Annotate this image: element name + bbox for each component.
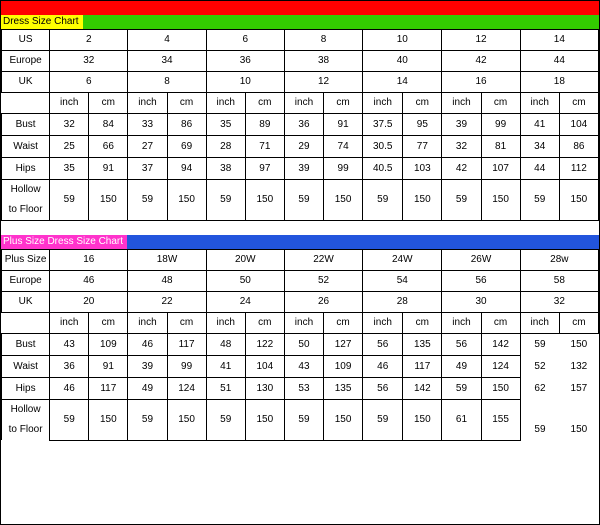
size-cell: 22 <box>128 292 206 313</box>
measure-cell: 59 <box>363 400 403 441</box>
measure-cell: 59 <box>520 180 559 221</box>
measure-cell: 135 <box>403 334 442 356</box>
plus-size-chart-table <box>1 249 599 441</box>
measure-cell: 104 <box>245 356 284 378</box>
unit-inch: inch <box>128 93 167 114</box>
measure-cell: 150 <box>559 180 598 221</box>
measure-cell: 56 <box>363 378 403 400</box>
measure-row-label-cont: to Floor <box>2 420 50 440</box>
measure-cell: 107 <box>481 158 520 180</box>
measure-cell: 103 <box>403 158 442 180</box>
measure-cell: 150 <box>403 180 442 221</box>
measure-cell: 132 <box>570 360 588 372</box>
size-row-label: UK <box>2 292 50 313</box>
measure-cell: 109 <box>89 334 128 356</box>
size-row-label: Plus Size <box>2 250 50 271</box>
measure-cell: 150 <box>481 378 520 400</box>
unit-cm: cm <box>245 313 284 334</box>
size-cell: 44 <box>520 51 598 72</box>
unit-inch: inch <box>363 93 403 114</box>
unit-inch: inch <box>206 93 245 114</box>
measure-cell: 74 <box>324 136 363 158</box>
size-cell: 38 <box>284 51 362 72</box>
measure-row-label: Hollow <box>2 180 50 201</box>
measure-cell: 91 <box>89 158 128 180</box>
table-row <box>2 114 599 136</box>
measure-cell: 41 <box>206 356 245 378</box>
measure-cell: 150 <box>167 400 206 441</box>
size-cell: 12 <box>442 30 520 51</box>
measure-cell: 30.5 <box>363 136 403 158</box>
size-cell: 20 <box>50 292 128 313</box>
dress-size-chart-title: Dress Size Chart <box>1 15 83 29</box>
measure-cell: 42 <box>442 158 481 180</box>
measure-cell: 39 <box>284 158 323 180</box>
measure-row-label: Hollow <box>2 400 50 421</box>
size-cell: 42 <box>442 51 520 72</box>
measure-cell: 56 <box>442 334 481 356</box>
measure-cell: 150 <box>570 338 588 350</box>
size-cell: 14 <box>363 72 442 93</box>
measure-cell: 50 <box>284 334 323 356</box>
size-cell: 58 <box>520 271 598 292</box>
measure-cell: 150 <box>245 400 284 441</box>
measure-cell: 117 <box>167 334 206 356</box>
measure-cell: 59 <box>206 400 245 441</box>
measure-cell: 40.5 <box>363 158 403 180</box>
measure-cell: 35 <box>206 114 245 136</box>
measure-cell: 56 <box>363 334 403 356</box>
unit-cm: cm <box>559 313 598 334</box>
plus-size-chart-title: Plus Size Dress Size Chart <box>1 235 127 249</box>
unit-cm: cm <box>403 93 442 114</box>
table-row <box>2 378 599 400</box>
unit-cm: cm <box>559 93 598 114</box>
measure-cell: 94 <box>167 158 206 180</box>
measure-cell: 38 <box>206 158 245 180</box>
measure-cell: 150 <box>481 180 520 221</box>
measure-cell: 157 <box>570 382 588 394</box>
size-cell: 18W <box>128 250 206 271</box>
measure-cell: 142 <box>481 334 520 356</box>
size-cell: 32 <box>520 292 598 313</box>
table-row <box>2 334 599 356</box>
measure-cell: 43 <box>284 356 323 378</box>
measure-cell: 39 <box>128 356 167 378</box>
size-cell: 6 <box>206 30 284 51</box>
unit-cm: cm <box>167 93 206 114</box>
measure-row-label: Bust <box>2 334 50 356</box>
measure-cell: 89 <box>245 114 284 136</box>
measure-cell: 41 <box>520 114 559 136</box>
size-cell: 26 <box>284 292 362 313</box>
table-row <box>2 400 599 421</box>
unit-inch: inch <box>128 313 167 334</box>
unit-inch: inch <box>50 93 89 114</box>
size-cell: 30 <box>442 292 520 313</box>
unit-inch: inch <box>284 313 323 334</box>
size-cell: 22W <box>284 250 362 271</box>
unit-inch: inch <box>520 313 559 334</box>
dress-size-chart-table <box>1 29 599 221</box>
measure-cell: 135 <box>324 378 363 400</box>
size-cell: 12 <box>284 72 362 93</box>
table-row <box>2 292 599 313</box>
measure-cell: 59 <box>128 400 167 441</box>
unit-inch: inch <box>442 313 481 334</box>
unit-cm: cm <box>324 93 363 114</box>
size-cell: 34 <box>128 51 206 72</box>
unit-cm: cm <box>89 313 128 334</box>
trailing-value-inch: 59 <box>534 424 546 435</box>
size-cell: 18 <box>520 72 598 93</box>
measure-cell: 99 <box>324 158 363 180</box>
size-cell: 50 <box>206 271 284 292</box>
measure-cell: 59 <box>284 400 323 441</box>
measure-row-label: Hips <box>2 158 50 180</box>
unit-row-spacer <box>2 93 50 114</box>
unit-cm: cm <box>403 313 442 334</box>
size-cell: 14 <box>520 30 598 51</box>
table-row <box>2 356 599 378</box>
measure-cell: 150 <box>324 400 363 441</box>
table-row <box>2 30 599 51</box>
measure-cell: 49 <box>128 378 167 400</box>
measure-cell: 124 <box>167 378 206 400</box>
table-row <box>2 180 599 201</box>
size-row-label: Europe <box>2 51 50 72</box>
table-row <box>2 136 599 158</box>
measure-cell: 43 <box>50 334 89 356</box>
measure-cell: 29 <box>284 136 323 158</box>
plus-size-chart-band <box>1 235 599 249</box>
size-cell: 2 <box>50 30 128 51</box>
measure-cell: 59 <box>206 180 245 221</box>
measure-row-label: Hips <box>2 378 50 400</box>
measure-cell: 37 <box>128 158 167 180</box>
unit-inch: inch <box>363 313 403 334</box>
unit-inch: inch <box>284 93 323 114</box>
measure-cell: 61 <box>442 400 481 441</box>
size-row-label: Europe <box>2 271 50 292</box>
measure-cell: 52 <box>534 360 546 372</box>
table-row <box>2 158 599 180</box>
dress-size-chart-band <box>1 15 599 29</box>
measure-cell: 59 <box>363 180 403 221</box>
measure-cell: 59 <box>128 180 167 221</box>
size-cell: 28w <box>520 250 598 271</box>
measure-cell: 117 <box>89 378 128 400</box>
measure-cell: 34 <box>520 136 559 158</box>
unit-cm: cm <box>481 313 520 334</box>
measure-cell: 59 <box>50 400 89 441</box>
size-cell: 36 <box>206 51 284 72</box>
size-cell: 32 <box>50 51 128 72</box>
size-cell: 24W <box>363 250 442 271</box>
measure-row-label-cont: to Floor <box>2 200 50 221</box>
unit-inch: inch <box>520 93 559 114</box>
measure-cell: 150 <box>89 400 128 441</box>
size-cell: 6 <box>50 72 128 93</box>
measure-cell: 99 <box>167 356 206 378</box>
measure-cell: 104 <box>559 114 598 136</box>
measure-cell: 150 <box>324 180 363 221</box>
measure-cell: 36 <box>50 356 89 378</box>
chart-gap <box>1 221 599 235</box>
size-cell: 52 <box>284 271 362 292</box>
measure-cell: 150 <box>403 400 442 441</box>
measure-cell: 99 <box>481 114 520 136</box>
measure-cell: 36 <box>284 114 323 136</box>
size-cell: 28 <box>363 292 442 313</box>
size-cell: 16 <box>50 250 128 271</box>
measure-cell: 86 <box>167 114 206 136</box>
measure-cell: 59 <box>442 180 481 221</box>
unit-inch: inch <box>50 313 89 334</box>
unit-cm: cm <box>167 313 206 334</box>
size-cell: 10 <box>206 72 284 93</box>
measure-cell: 37.5 <box>363 114 403 136</box>
size-cell: 10 <box>363 30 442 51</box>
size-cell: 4 <box>128 30 206 51</box>
measure-cell: 77 <box>403 136 442 158</box>
measure-cell: 84 <box>89 114 128 136</box>
measure-cell: 32 <box>50 114 89 136</box>
measure-cell: 33 <box>128 114 167 136</box>
measure-cell: 35 <box>50 158 89 180</box>
measure-cell: 49 <box>442 356 481 378</box>
unit-header-row <box>2 313 599 334</box>
measure-cell: 127 <box>324 334 363 356</box>
measure-cell: 95 <box>403 114 442 136</box>
measure-cell: 150 <box>167 180 206 221</box>
table-row <box>2 72 599 93</box>
measure-cell: 46 <box>363 356 403 378</box>
table-row <box>2 250 599 271</box>
measure-cell: 71 <box>245 136 284 158</box>
measure-row-label: Waist <box>2 136 50 158</box>
measure-cell: 44 <box>520 158 559 180</box>
measure-cell: 28 <box>206 136 245 158</box>
measure-cell: 46 <box>50 378 89 400</box>
measure-cell: 59 <box>442 378 481 400</box>
measure-cell: 48 <box>206 334 245 356</box>
measure-cell: 109 <box>324 356 363 378</box>
measure-cell: 59 <box>284 180 323 221</box>
measure-cell: 81 <box>481 136 520 158</box>
size-row-label: UK <box>2 72 50 93</box>
trailing-value-cm: 150 <box>570 424 588 435</box>
measure-cell: 142 <box>403 378 442 400</box>
size-cell: 24 <box>206 292 284 313</box>
measure-cell: 27 <box>128 136 167 158</box>
unit-cm: cm <box>89 93 128 114</box>
size-cell: 48 <box>128 271 206 292</box>
measure-cell: 51 <box>206 378 245 400</box>
size-cell: 8 <box>284 30 362 51</box>
size-cell: 16 <box>442 72 520 93</box>
measure-row-label: Waist <box>2 356 50 378</box>
measure-cell: 117 <box>403 356 442 378</box>
measure-cell: 97 <box>245 158 284 180</box>
size-cell: 56 <box>442 271 520 292</box>
measure-cell: 32 <box>442 136 481 158</box>
size-cell: 20W <box>206 250 284 271</box>
top-red-band <box>1 1 599 15</box>
measure-cell: 124 <box>481 356 520 378</box>
measure-cell: 46 <box>128 334 167 356</box>
size-cell: 40 <box>363 51 442 72</box>
measure-cell: 150 <box>245 180 284 221</box>
table-row <box>2 271 599 292</box>
measure-cell: 59 <box>534 338 546 350</box>
measure-cell: 69 <box>167 136 206 158</box>
measure-cell: 91 <box>89 356 128 378</box>
size-cell: 46 <box>50 271 128 292</box>
measure-cell: 91 <box>324 114 363 136</box>
table-row <box>2 51 599 72</box>
measure-cell: 130 <box>245 378 284 400</box>
measure-cell: 25 <box>50 136 89 158</box>
unit-inch: inch <box>442 93 481 114</box>
measure-cell: 155 <box>481 400 520 441</box>
measure-cell: 53 <box>284 378 323 400</box>
unit-header-row <box>2 93 599 114</box>
measure-cell: 66 <box>89 136 128 158</box>
unit-cm: cm <box>324 313 363 334</box>
measure-cell-empty <box>520 400 559 421</box>
unit-row-spacer <box>2 313 50 334</box>
measure-cell: 122 <box>245 334 284 356</box>
measure-cell: 62 <box>534 382 546 394</box>
measure-cell: 59 <box>50 180 89 221</box>
size-cell: 8 <box>128 72 206 93</box>
unit-cm: cm <box>481 93 520 114</box>
measure-row-label: Bust <box>2 114 50 136</box>
measure-cell: 86 <box>559 136 598 158</box>
measure-cell: 150 <box>89 180 128 221</box>
unit-cm: cm <box>245 93 284 114</box>
size-cell: 26W <box>442 250 520 271</box>
measure-cell: 39 <box>442 114 481 136</box>
measure-cell-empty <box>559 400 598 421</box>
measure-cell: 112 <box>559 158 598 180</box>
size-row-label: US <box>2 30 50 51</box>
unit-inch: inch <box>206 313 245 334</box>
size-cell: 54 <box>363 271 442 292</box>
